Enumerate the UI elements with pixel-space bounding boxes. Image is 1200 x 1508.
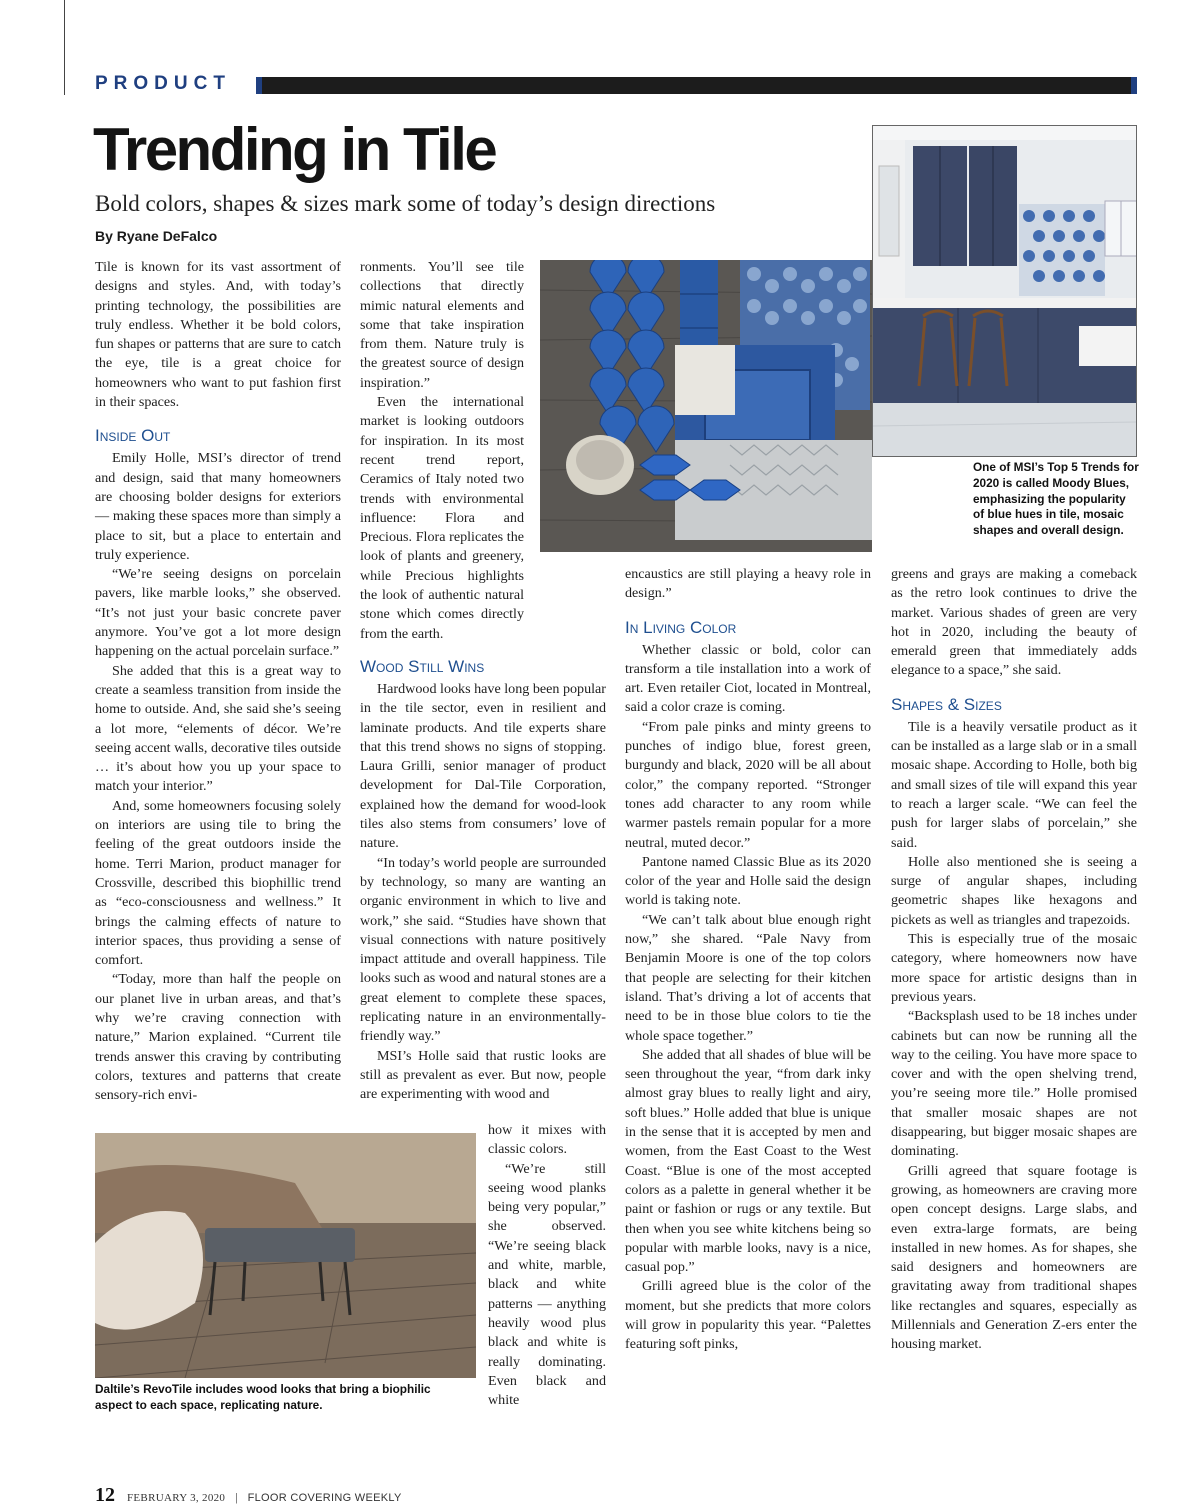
paragraph: “In today’s world people are surrounded by technology, so many are wanting an organic environment in which to live and work,” she said. “Studies have shown that visual connections with nature positively impact attitude and overall happiness. Tile looks such as wood and natural stones are a great element to complete these spaces, replicating nature in an environmentally-friendly way.” (360, 854, 606, 1045)
page-number: 12 (95, 1484, 115, 1506)
paragraph: “Today, more than half the people on our planet live in urban areas, and that’s why we’re craving connection with nature,” Marion explained. “Current tile trends answer this craving by contributing colors, textures and patterns that create sensory-rich envi- (95, 971, 341, 1104)
paragraph: “Backsplash used to be 18 inches under cabinets but can now be running all the way to the ceiling. You have more space to cover and with the open shelving trend, you’re seeing more tile.” Holle promised that smaller mosaic shapes are not disappearing, but bigger mosaic shapes are dominating. (891, 1008, 1137, 1160)
paragraph: “We’re still seeing wood planks being very popular,” she observed. “We’re seeing black and white, marble, black and white patterns — anything heavily wood plus black and white is really dominating. Even black and white (488, 1160, 606, 1409)
issue-date: FEBRUARY 3, 2020 (127, 1492, 226, 1504)
paragraph: This is especially true of the mosaic category, where homeowners now have more space for artistic designs than in previous years. (891, 931, 1137, 1005)
paragraph: ronments. You’ll see tile collections that directly mimic natural elements and some that take inspiration from them. Nature truly is the greatest source of design inspiration.” (360, 259, 524, 391)
paragraph: And, some homeowners focusing solely on interiors are using tile to bring the feeling of the great outdoors inside the home. Terri Marion, product manager for Crossville, described this biophillic trend as “eco-consciousness and wellness.” It brings the calming effects of nature to interior spaces, thus providing a sense of comfort. (95, 797, 341, 969)
column-2-narrow (488, 1121, 606, 1410)
rule-accent-left (256, 77, 262, 94)
paragraph: Hardwood looks have long been popular in the tile sector, even in resilient and laminate products. And tile experts share that this trend shows no signs of stopping. Laura Grilli, senior manager of product development for Dal-Tile Corporation, explained how the demand for wood-look tiles also stems from consumers’ love of nature. (360, 681, 606, 852)
paragraph: MSI’s Holle said that rustic looks are still as prevalent as ever. But now, people are experimenting with wood and (360, 1047, 606, 1103)
section-header (95, 73, 1137, 94)
column-3 (625, 565, 871, 1355)
column-1 (95, 258, 341, 1378)
margin-rule (64, 0, 65, 95)
paragraph: Tile is a heavily versatile product as it can be installed as a large slab or in a small mosaic shape. According to Holle, both big and small sizes of tile will expand this year to reach a larger scale. “We can feel the push for larger slabs of porcelain,” she said. (891, 718, 1137, 851)
paragraph: “From pale pinks and minty greens to punches of indigo blue, forest green, burgundy and black, 2020 will be all about color,” the company reported. “Stronger tones add character to any room while warmer pastels remain popular for a more neutral, muted decor.” (625, 718, 871, 851)
subhead-in-living-color: In Living Color (625, 617, 737, 637)
column-2-upper (360, 258, 524, 644)
publication-name: FLOOR COVERING WEEKLY (247, 1492, 402, 1504)
footer (95, 1485, 402, 1508)
subhead-inside-out: Inside Out (95, 426, 171, 446)
paragraph: She added that this is a great way to create a seamless transition from inside the home to outside. And, she said she’s seeing a lot more, “elements of décor. We’re seeing accent walls, decorative tiles outside … it’s about how you up your space to match your interior.” (95, 662, 341, 795)
paragraph: Grilli agreed that square footage is growing, as homeowners are craving more open concept designs. Large slabs, and even extra-large formats, are being installed in new homes. As for shapes, she said designers and homeowners are gravitating away from traditional shapes like rectangles and squares, especially as Millennials and Generation Z-ers enter the housing market. (891, 1162, 1137, 1353)
footer-separator: | (235, 1490, 238, 1504)
column-2-lower (360, 657, 606, 1105)
section-rule (256, 77, 1137, 94)
bedroom-caption: Daltile’s RevoTile includes wood looks that bring a biophilic aspect to each space, replicating nature. (95, 1382, 431, 1412)
section-label: PRODUCT (95, 73, 231, 94)
column-4 (891, 565, 1137, 1355)
subhead-shapes-and-sizes: Shapes & Sizes (891, 694, 1002, 714)
kitchen-caption: One of MSI’s Top 5 Trends for 2020 is called Moody Blues, emphasizing the popularity of blue hues in tile, mosaic shapes and overall design. (973, 460, 1139, 538)
paragraph: how it mixes with classic colors. (488, 1122, 606, 1158)
paragraph: “We’re seeing designs on porcelain pavers, like marble looks,” she observed. “It’s not just your basic concrete paver anymore. You’ve got a lot more design happening on the actual porcelain surface.” (95, 566, 341, 660)
paragraph: Holle also mentioned she is seeing a surge of angular shapes, including geometric shapes like hexagons and pickets as well as triangles and trapezoids. (891, 853, 1137, 928)
moodboard-photo (540, 260, 872, 552)
paragraph: Emily Holle, MSI’s director of trend and design, said that many homeowners are choosing bolder designs for exteriors — making these spaces more than simply a place to sit, but a place to entertain and truly experience. (95, 450, 341, 563)
deck: Bold colors, shapes & sizes mark some of today’s design directions (95, 191, 716, 216)
rule-accent-right (1131, 77, 1137, 94)
paragraph: Tile is known for its vast assortment of designs and styles. And, with today’s printing technology, the possibilities are truly endless. Whether it be bold colors, fun shapes or patterns that are sure to catch the eye, tile is a great choice for homeowners who want to put fashion first in their spaces. (95, 259, 341, 411)
paragraph: Pantone named Classic Blue as its 2020 color of the year and Holle said the design world is taking note. (625, 853, 871, 909)
paragraph: “We can’t talk about blue enough right now,” she shared. “Pale Navy from Benjamin Moore is one of the top colors that people are selecting for their kitchen island. That’s driving a lot of accents that need to be in those blue colors to tie the whole space together.” (625, 911, 871, 1044)
headline: Trending in Tile (93, 116, 496, 183)
paragraph: encaustics are still playing a heavy role in design.” (625, 566, 871, 602)
paragraph: greens and grays are making a comeback as the retro look continues to drive the market. Various shades of green are very hot in 2020, including the beauty of emerald green that immediately adds elegance to a space,” she said. (891, 566, 1137, 679)
subhead-wood-still-wins: Wood Still Wins (360, 657, 485, 676)
paragraph: Whether classic or bold, color can transform a tile installation into a work of art. Even retailer Ciot, located in Montreal, said a color craze is coming. (625, 641, 871, 716)
paragraph: Even the international market is looking outdoors for inspiration. In its most recent trend report, Ceramics of Italy noted two trends with environmental influence: Flora and Precious. Flora replicates the look of plants and greenery, while Precious highlights the look of authentic natural stone which comes directly from the earth. (360, 394, 524, 642)
paragraph: Grilli agreed blue is the color of the moment, but she predicts that more colors will grow in popularity this year. “Palettes featuring soft pinks, (625, 1278, 871, 1353)
kitchen-photo (872, 125, 1137, 457)
byline: By Ryane DeFalco (95, 228, 218, 244)
paragraph: She added that all shades of blue will be seen throughout the year, “from dark inky almost gray blues to really light and airy, soft blues.” Holle added that blue is unique in the sense that it is accepted by men and women, from the East Coast to the West Coast. “Blue is one of the most accepted colors as a palette in general whether it be paint or fashion or rugs or any textile. But then when you see white kitchens being so popular with marble looks, navy is a nice, casual pop.” (625, 1046, 871, 1276)
